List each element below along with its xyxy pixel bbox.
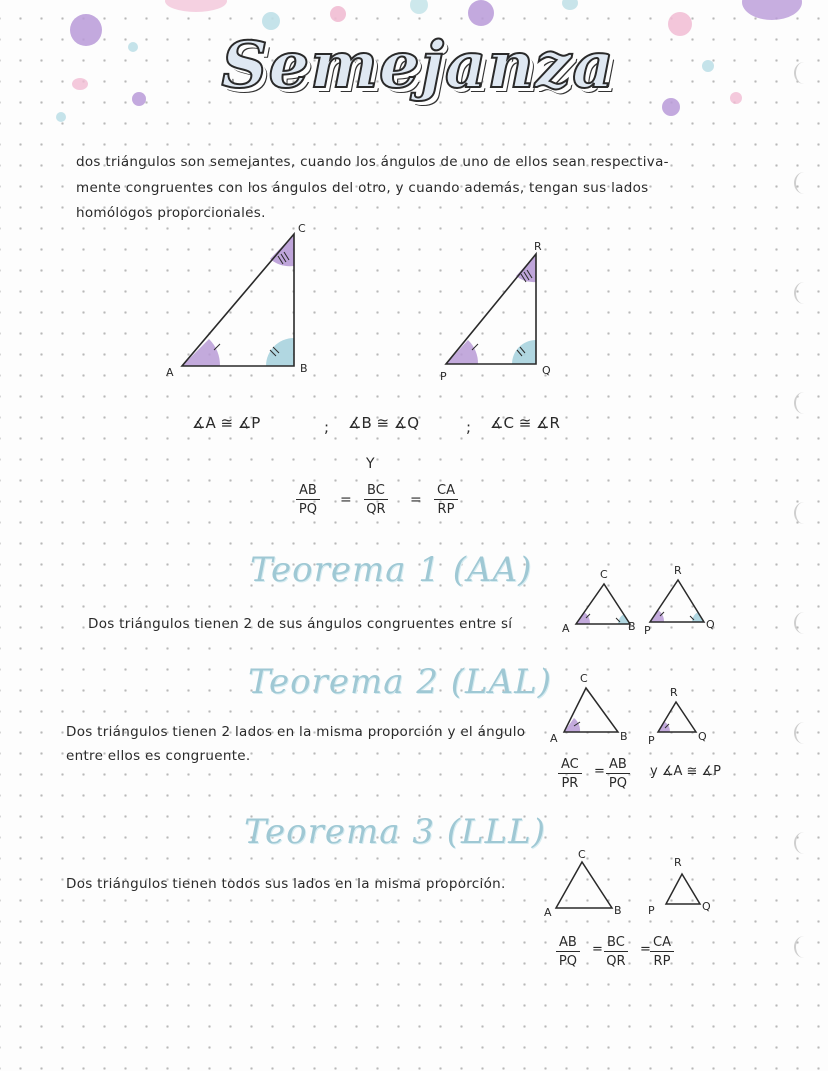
vertex-label: P xyxy=(644,624,651,637)
congruence-separator: ; xyxy=(324,418,330,436)
theorem-2-line-1: Dos triángulos tienen 2 lados en la misma proporción y el ángulo xyxy=(66,724,526,740)
congruence-angle-c: ∡C ≅ ∡R xyxy=(490,414,560,432)
equals-sign: = xyxy=(592,942,603,957)
vertex-label: A xyxy=(562,622,570,635)
fraction-ab-pq: $\frac{AB}{PQ}$ xyxy=(296,484,320,516)
theorem-1-heading: Teorema 1 (AA) xyxy=(250,550,533,590)
angle-congruence: y ∡A ≅ ∡P xyxy=(650,764,722,779)
vertex-label: C xyxy=(298,222,306,235)
vertex-label: R xyxy=(674,856,682,869)
vertex-label: B xyxy=(628,620,636,633)
vertex-label: C xyxy=(580,672,588,685)
vertex-label: A xyxy=(544,906,552,919)
equals-sign: = xyxy=(410,492,422,508)
vertex-label: C xyxy=(578,848,586,861)
fraction-bc-qr: $\frac{BC}{QR}$ xyxy=(364,484,388,516)
vertex-label: B xyxy=(300,362,308,375)
triangle-pqr-diagram xyxy=(444,252,544,368)
theorem-1-triangle-pqr xyxy=(646,576,710,626)
congruence-separator: ; xyxy=(466,418,472,436)
equals-sign: = xyxy=(340,492,352,508)
theorem-3-text: Dos triángulos tienen todos sus lados en la misma proporción. xyxy=(66,876,506,892)
theorem-2-heading: Teorema 2 (LAL) xyxy=(248,662,552,702)
vertex-label: Q xyxy=(542,364,551,377)
vertex-label: B xyxy=(620,730,628,743)
vertex-label: R xyxy=(670,686,678,699)
equals-sign: = xyxy=(594,764,605,779)
vertex-label: Q xyxy=(702,900,711,913)
theorem-3-triangle-abc xyxy=(552,858,616,912)
vertex-label: P xyxy=(648,904,655,917)
page-title: Semejanza xyxy=(221,28,615,103)
definition-line-3: homólogos proporcionales. xyxy=(76,205,266,221)
vertex-label: R xyxy=(534,240,542,253)
theorem-1-text: Dos triángulos tienen 2 de sus ángulos congruentes entre sí xyxy=(88,616,513,632)
fraction-ac-pr: $\frac{AC}{PR}$ xyxy=(558,758,582,790)
triangle-abc-diagram xyxy=(180,232,310,372)
theorem-1-triangle-abc xyxy=(572,580,636,628)
theorem-3-triangle-pqr xyxy=(662,870,704,908)
theorem-2-line-2: entre ellos es congruente. xyxy=(66,748,251,764)
vertex-label: C xyxy=(600,568,608,581)
vertex-label: B xyxy=(614,904,622,917)
fraction-ab-pq: $\frac{AB}{PQ}$ xyxy=(606,758,630,790)
theorem-3-heading: Teorema 3 (LLL) xyxy=(244,812,547,852)
congruence-angle-a: ∡A ≅ ∡P xyxy=(192,414,261,432)
vertex-label: Q xyxy=(698,730,707,743)
fraction-ab-pq: $\frac{AB}{PQ}$ xyxy=(556,936,580,968)
definition-line-2: mente congruentes con los ángulos del otro, y cuando además, tengan sus lados xyxy=(76,180,649,196)
conjunction-y: Y xyxy=(366,456,375,472)
theorem-2-triangle-pqr xyxy=(654,698,700,736)
definition-line-1: dos triángulos son semejantes, cuando los ángulos de uno de ellos sean respectiva- xyxy=(76,154,669,170)
vertex-label: R xyxy=(674,564,682,577)
fraction-ca-rp: $\frac{CA}{RP}$ xyxy=(650,936,674,968)
equals-sign: = xyxy=(640,942,651,957)
vertex-label: P xyxy=(440,370,447,383)
theorem-2-triangle-abc xyxy=(560,684,624,736)
vertex-label: Q xyxy=(706,618,715,631)
fraction-bc-qr: $\frac{BC}{QR}$ xyxy=(604,936,628,968)
vertex-label: A xyxy=(550,732,558,745)
vertex-label: P xyxy=(648,734,655,747)
vertex-label: A xyxy=(166,366,174,379)
fraction-ca-rp: $\frac{CA}{RP}$ xyxy=(434,484,458,516)
congruence-angle-b: ∡B ≅ ∡Q xyxy=(348,414,420,432)
